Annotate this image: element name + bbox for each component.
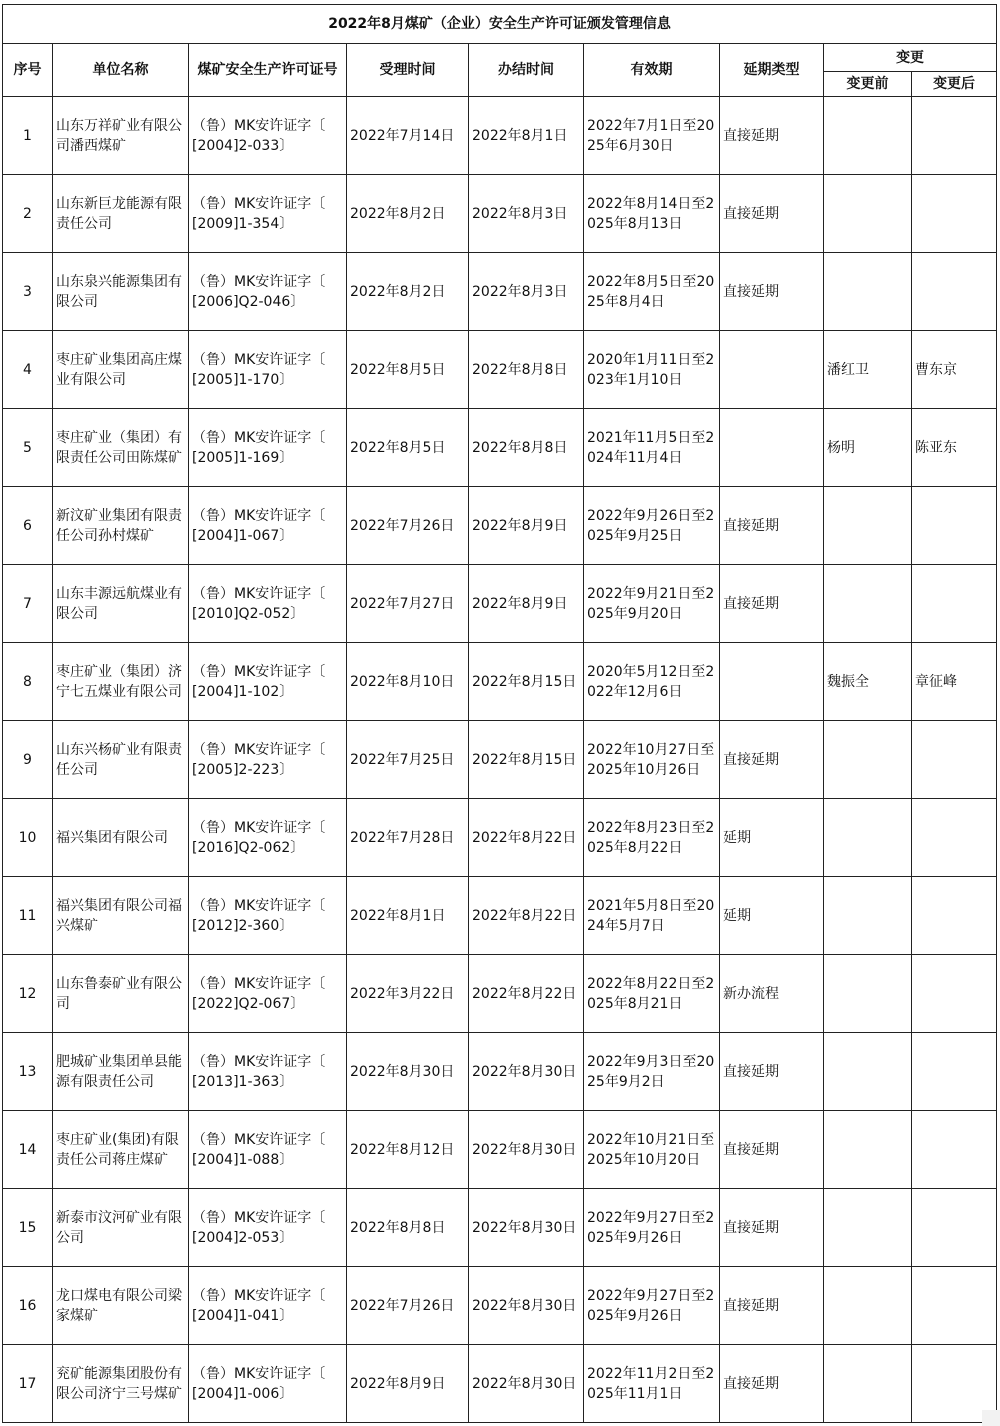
cell-accept-date: 2022年8月5日 — [347, 331, 469, 409]
license-prefix: （鲁）MK安许证字〔 — [192, 117, 326, 134]
cell-ext-type: 新办流程 — [720, 955, 824, 1033]
cell-change-after: 曹东京 — [912, 331, 997, 409]
cell-unit: 山东丰源远航煤业有限公司 — [53, 565, 189, 643]
cell-complete-date: 2022年8月3日 — [469, 253, 584, 331]
header-validity: 有效期 — [584, 44, 720, 97]
cell-unit: 枣庄矿业(集团)有限责任公司蒋庄煤矿 — [53, 1111, 189, 1189]
cell-complete-date: 2022年8月30日 — [469, 1033, 584, 1111]
cell-ext-type: 直接延期 — [720, 1111, 824, 1189]
header-complete: 办结时间 — [469, 44, 584, 97]
cell-change-before — [824, 721, 912, 799]
cell-unit: 福兴集团有限公司福兴煤矿 — [53, 877, 189, 955]
cell-validity: 2022年9月26日至2025年9月25日 — [584, 487, 720, 565]
cell-change-before — [824, 1345, 912, 1423]
license-number: [2005]1-169〕 — [192, 449, 294, 466]
cell-ext-type: 直接延期 — [720, 1267, 824, 1345]
cell-complete-date: 2022年8月30日 — [469, 1111, 584, 1189]
cell-license — [189, 331, 347, 409]
cell-ext-type: 延期 — [720, 799, 824, 877]
license-number: [2004]1-088〕 — [192, 1151, 294, 1168]
cell-unit: 枣庄矿业（集团）济宁七五煤业有限公司 — [53, 643, 189, 721]
table-row — [3, 1033, 997, 1111]
cell-unit: 山东泉兴能源集团有限公司 — [53, 253, 189, 331]
cell-change-before — [824, 487, 912, 565]
header-change: 变更 — [824, 44, 997, 72]
cell-ext-type: 延期 — [720, 877, 824, 955]
cell-change-after — [912, 721, 997, 799]
license-table — [2, 4, 997, 1423]
cell-validity: 2022年7月1日至2025年6月30日 — [584, 97, 720, 175]
cell-change-after — [912, 1267, 997, 1345]
cell-seq: 16 — [3, 1267, 53, 1345]
cell-seq: 1 — [3, 97, 53, 175]
cell-complete-date: 2022年8月8日 — [469, 409, 584, 487]
cell-ext-type — [720, 331, 824, 409]
cell-accept-date: 2022年7月25日 — [347, 721, 469, 799]
cell-seq: 5 — [3, 409, 53, 487]
cell-seq: 9 — [3, 721, 53, 799]
license-number: [2004]1-067〕 — [192, 527, 294, 544]
cell-validity: 2022年10月27日至2025年10月26日 — [584, 721, 720, 799]
table-row — [3, 955, 997, 1033]
cell-change-after — [912, 175, 997, 253]
cell-complete-date: 2022年8月22日 — [469, 799, 584, 877]
license-prefix: （鲁）MK安许证字〔 — [192, 195, 326, 212]
cell-license — [189, 97, 347, 175]
cell-ext-type: 直接延期 — [720, 1189, 824, 1267]
cell-accept-date: 2022年8月12日 — [347, 1111, 469, 1189]
license-number: [2010]Q2-052〕 — [192, 605, 305, 622]
cell-change-before — [824, 1111, 912, 1189]
cell-change-after — [912, 565, 997, 643]
cell-ext-type — [720, 643, 824, 721]
cell-complete-date: 2022年8月3日 — [469, 175, 584, 253]
cell-change-after — [912, 877, 997, 955]
cell-unit: 山东鲁泰矿业有限公司 — [53, 955, 189, 1033]
cell-ext-type: 直接延期 — [720, 721, 824, 799]
table-row — [3, 175, 997, 253]
cell-validity: 2022年8月5日至2025年8月4日 — [584, 253, 720, 331]
table-row — [3, 1111, 997, 1189]
cell-validity: 2021年11月5日至2024年11月4日 — [584, 409, 720, 487]
cell-accept-date: 2022年8月10日 — [347, 643, 469, 721]
cell-validity: 2022年8月22日至2025年8月21日 — [584, 955, 720, 1033]
cell-accept-date: 2022年7月14日 — [347, 97, 469, 175]
cell-complete-date: 2022年8月22日 — [469, 955, 584, 1033]
license-prefix: （鲁）MK安许证字〔 — [192, 429, 326, 446]
license-prefix: （鲁）MK安许证字〔 — [192, 897, 326, 914]
cell-change-before: 杨明 — [824, 409, 912, 487]
cell-unit: 福兴集团有限公司 — [53, 799, 189, 877]
header-unit: 单位名称 — [53, 44, 189, 97]
cell-license — [189, 175, 347, 253]
cell-change-before — [824, 799, 912, 877]
cell-accept-date: 2022年8月30日 — [347, 1033, 469, 1111]
table-row — [3, 331, 997, 409]
cell-unit: 肥城矿业集团单县能源有限责任公司 — [53, 1033, 189, 1111]
cell-complete-date: 2022年8月30日 — [469, 1345, 584, 1423]
cell-change-after: 陈亚东 — [912, 409, 997, 487]
header-before: 变更前 — [824, 72, 912, 97]
license-prefix: （鲁）MK安许证字〔 — [192, 1209, 326, 1226]
cell-complete-date: 2022年8月8日 — [469, 331, 584, 409]
cell-validity: 2022年9月27日至2025年9月26日 — [584, 1189, 720, 1267]
license-number: [2012]2-360〕 — [192, 917, 294, 934]
cell-seq: 8 — [3, 643, 53, 721]
license-number: [2016]Q2-062〕 — [192, 839, 305, 856]
cell-license — [189, 877, 347, 955]
cell-validity: 2022年8月23日至2025年8月22日 — [584, 799, 720, 877]
cell-complete-date: 2022年8月30日 — [469, 1189, 584, 1267]
license-number: [2022]Q2-067〕 — [192, 995, 305, 1012]
cell-accept-date: 2022年7月26日 — [347, 487, 469, 565]
header-seq: 序号 — [3, 44, 53, 97]
scroll-corner — [982, 1410, 1000, 1426]
cell-change-before — [824, 97, 912, 175]
table-row — [3, 487, 997, 565]
license-number: [2004]1-006〕 — [192, 1385, 294, 1402]
cell-ext-type: 直接延期 — [720, 1345, 824, 1423]
license-prefix: （鲁）MK安许证字〔 — [192, 351, 326, 368]
cell-change-before — [824, 1189, 912, 1267]
cell-accept-date: 2022年7月26日 — [347, 1267, 469, 1345]
cell-license — [189, 409, 347, 487]
table-row — [3, 643, 997, 721]
license-number: [2005]2-223〕 — [192, 761, 294, 778]
cell-complete-date: 2022年8月15日 — [469, 643, 584, 721]
license-number: [2004]2-053〕 — [192, 1229, 294, 1246]
table-row — [3, 97, 997, 175]
cell-license — [189, 955, 347, 1033]
cell-license — [189, 565, 347, 643]
cell-ext-type: 直接延期 — [720, 1033, 824, 1111]
table-row — [3, 799, 997, 877]
cell-validity: 2022年9月21日至2025年9月20日 — [584, 565, 720, 643]
table-row — [3, 1189, 997, 1267]
cell-validity: 2022年8月14日至2025年8月13日 — [584, 175, 720, 253]
cell-unit: 山东万祥矿业有限公司潘西煤矿 — [53, 97, 189, 175]
cell-change-before — [824, 1033, 912, 1111]
cell-seq: 4 — [3, 331, 53, 409]
cell-ext-type: 直接延期 — [720, 487, 824, 565]
table-row — [3, 409, 997, 487]
cell-accept-date: 2022年8月5日 — [347, 409, 469, 487]
cell-unit: 新汶矿业集团有限责任公司孙村煤矿 — [53, 487, 189, 565]
license-prefix: （鲁）MK安许证字〔 — [192, 273, 326, 290]
cell-change-before — [824, 253, 912, 331]
table-row — [3, 877, 997, 955]
cell-ext-type — [720, 409, 824, 487]
cell-license — [189, 721, 347, 799]
license-number: [2013]1-363〕 — [192, 1073, 294, 1090]
cell-license — [189, 643, 347, 721]
cell-seq: 10 — [3, 799, 53, 877]
cell-change-after — [912, 1033, 997, 1111]
cell-change-after — [912, 487, 997, 565]
cell-change-before — [824, 955, 912, 1033]
cell-validity: 2022年9月3日至2025年9月2日 — [584, 1033, 720, 1111]
cell-license — [189, 799, 347, 877]
cell-change-before: 魏振全 — [824, 643, 912, 721]
cell-seq: 14 — [3, 1111, 53, 1189]
cell-change-before — [824, 877, 912, 955]
cell-seq: 17 — [3, 1345, 53, 1423]
license-number: [2004]1-041〕 — [192, 1307, 294, 1324]
cell-validity: 2021年5月8日至2024年5月7日 — [584, 877, 720, 955]
cell-unit: 龙口煤电有限公司梁家煤矿 — [53, 1267, 189, 1345]
cell-change-after — [912, 799, 997, 877]
cell-validity: 2022年10月21日至2025年10月20日 — [584, 1111, 720, 1189]
cell-seq: 7 — [3, 565, 53, 643]
cell-change-before — [824, 565, 912, 643]
cell-ext-type: 直接延期 — [720, 565, 824, 643]
cell-accept-date: 2022年3月22日 — [347, 955, 469, 1033]
cell-accept-date: 2022年8月2日 — [347, 175, 469, 253]
cell-validity: 2020年5月12日至2022年12月6日 — [584, 643, 720, 721]
license-prefix: （鲁）MK安许证字〔 — [192, 1287, 326, 1304]
cell-license — [189, 1033, 347, 1111]
header-accept: 受理时间 — [347, 44, 469, 97]
cell-ext-type: 直接延期 — [720, 97, 824, 175]
license-prefix: （鲁）MK安许证字〔 — [192, 741, 326, 758]
cell-validity: 2022年9月27日至2025年9月26日 — [584, 1267, 720, 1345]
cell-license — [189, 1267, 347, 1345]
cell-accept-date: 2022年7月28日 — [347, 799, 469, 877]
cell-seq: 6 — [3, 487, 53, 565]
cell-accept-date: 2022年8月9日 — [347, 1345, 469, 1423]
cell-ext-type: 直接延期 — [720, 175, 824, 253]
cell-complete-date: 2022年8月1日 — [469, 97, 584, 175]
cell-seq: 15 — [3, 1189, 53, 1267]
license-prefix: （鲁）MK安许证字〔 — [192, 975, 326, 992]
cell-unit: 枣庄矿业（集团）有限责任公司田陈煤矿 — [53, 409, 189, 487]
cell-change-after — [912, 1189, 997, 1267]
cell-accept-date: 2022年8月8日 — [347, 1189, 469, 1267]
license-prefix: （鲁）MK安许证字〔 — [192, 1131, 326, 1148]
license-prefix: （鲁）MK安许证字〔 — [192, 585, 326, 602]
license-prefix: （鲁）MK安许证字〔 — [192, 1053, 326, 1070]
cell-validity: 2022年11月2日至2025年11月1日 — [584, 1345, 720, 1423]
cell-seq: 13 — [3, 1033, 53, 1111]
cell-validity: 2020年1月11日至2023年1月10日 — [584, 331, 720, 409]
cell-change-before: 潘红卫 — [824, 331, 912, 409]
cell-accept-date: 2022年8月2日 — [347, 253, 469, 331]
cell-unit: 山东新巨龙能源有限责任公司 — [53, 175, 189, 253]
cell-ext-type: 直接延期 — [720, 253, 824, 331]
cell-change-after — [912, 253, 997, 331]
header-after: 变更后 — [912, 72, 997, 97]
cell-license — [189, 1189, 347, 1267]
table-title: 2022年8月煤矿（企业）安全生产许可证颁发管理信息 — [3, 5, 997, 44]
cell-seq: 2 — [3, 175, 53, 253]
table-row — [3, 721, 997, 799]
cell-change-after — [912, 955, 997, 1033]
cell-license — [189, 487, 347, 565]
cell-complete-date: 2022年8月22日 — [469, 877, 584, 955]
table-row — [3, 1345, 997, 1423]
cell-accept-date: 2022年8月1日 — [347, 877, 469, 955]
header-ext-type: 延期类型 — [720, 44, 824, 97]
cell-change-after: 章征峰 — [912, 643, 997, 721]
table-row — [3, 253, 997, 331]
table-row — [3, 1267, 997, 1345]
license-prefix: （鲁）MK安许证字〔 — [192, 663, 326, 680]
table-body — [3, 97, 997, 1423]
cell-change-before — [824, 1267, 912, 1345]
cell-unit: 新泰市汶河矿业有限公司 — [53, 1189, 189, 1267]
cell-complete-date: 2022年8月9日 — [469, 565, 584, 643]
license-number: [2004]2-033〕 — [192, 137, 294, 154]
cell-change-after — [912, 97, 997, 175]
cell-unit: 兖矿能源集团股份有限公司济宁三号煤矿 — [53, 1345, 189, 1423]
license-number: [2004]1-102〕 — [192, 683, 294, 700]
license-prefix: （鲁）MK安许证字〔 — [192, 1365, 326, 1382]
license-prefix: （鲁）MK安许证字〔 — [192, 819, 326, 836]
cell-unit: 枣庄矿业集团高庄煤业有限公司 — [53, 331, 189, 409]
cell-seq: 3 — [3, 253, 53, 331]
cell-complete-date: 2022年8月30日 — [469, 1267, 584, 1345]
cell-change-before — [824, 175, 912, 253]
license-number: [2006]Q2-046〕 — [192, 293, 305, 310]
header-license: 煤矿安全生产许可证号 — [189, 44, 347, 97]
cell-license — [189, 253, 347, 331]
cell-change-after — [912, 1111, 997, 1189]
license-prefix: （鲁）MK安许证字〔 — [192, 507, 326, 524]
table-row — [3, 565, 997, 643]
license-number: [2009]1-354〕 — [192, 215, 294, 232]
cell-complete-date: 2022年8月15日 — [469, 721, 584, 799]
cell-license — [189, 1111, 347, 1189]
cell-complete-date: 2022年8月9日 — [469, 487, 584, 565]
cell-unit: 山东兴杨矿业有限责任公司 — [53, 721, 189, 799]
license-number: [2005]1-170〕 — [192, 371, 294, 388]
cell-seq: 12 — [3, 955, 53, 1033]
cell-license — [189, 1345, 347, 1423]
cell-seq: 11 — [3, 877, 53, 955]
cell-accept-date: 2022年7月27日 — [347, 565, 469, 643]
